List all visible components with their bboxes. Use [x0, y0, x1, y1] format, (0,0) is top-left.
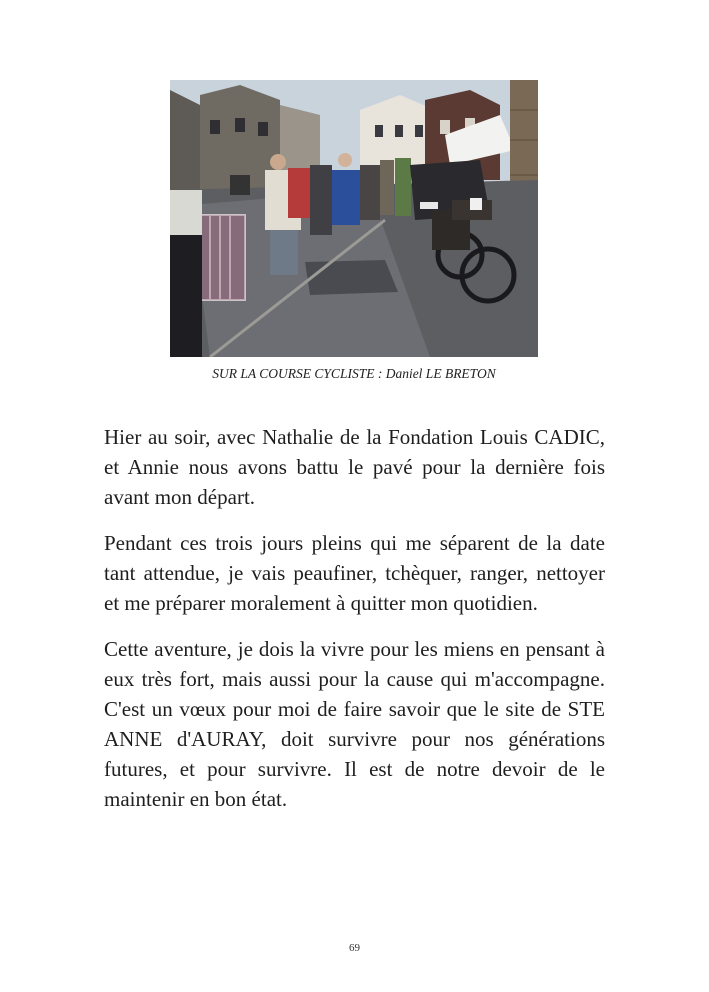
- paragraph-2: Pendant ces trois jours pleins qui me séparent de la date tant attendue, je vais peaufiner, tchèquer, ranger, nettoyer et me préparer moralement à quitter mon quotidien.: [104, 531, 605, 615]
- paragraph-3: Cette aventure, je dois la vivre pour les miens en pensant à eux très fort, mais aussi pour la cause qui m'accompagne. C'est un vœux pour moi de faire savoir que le site de STE ANNE d'AURAY, doit survivre pour nos générations futures, et pour survivre. Il est de notre devoir de le maintenir en bon état.: [104, 637, 605, 811]
- photo-caption: SUR LA COURSE CYCLISTE : Daniel LE BRETON: [212, 366, 496, 381]
- paragraph-1: Hier au soir, avec Nathalie de la Fondation Louis CADIC, et Annie nous avons battu le pavé pour la dernière fois avant mon départ.: [104, 425, 605, 509]
- race-photo: [170, 80, 538, 357]
- body-text: [104, 422, 605, 830]
- page-number: 69: [349, 942, 360, 954]
